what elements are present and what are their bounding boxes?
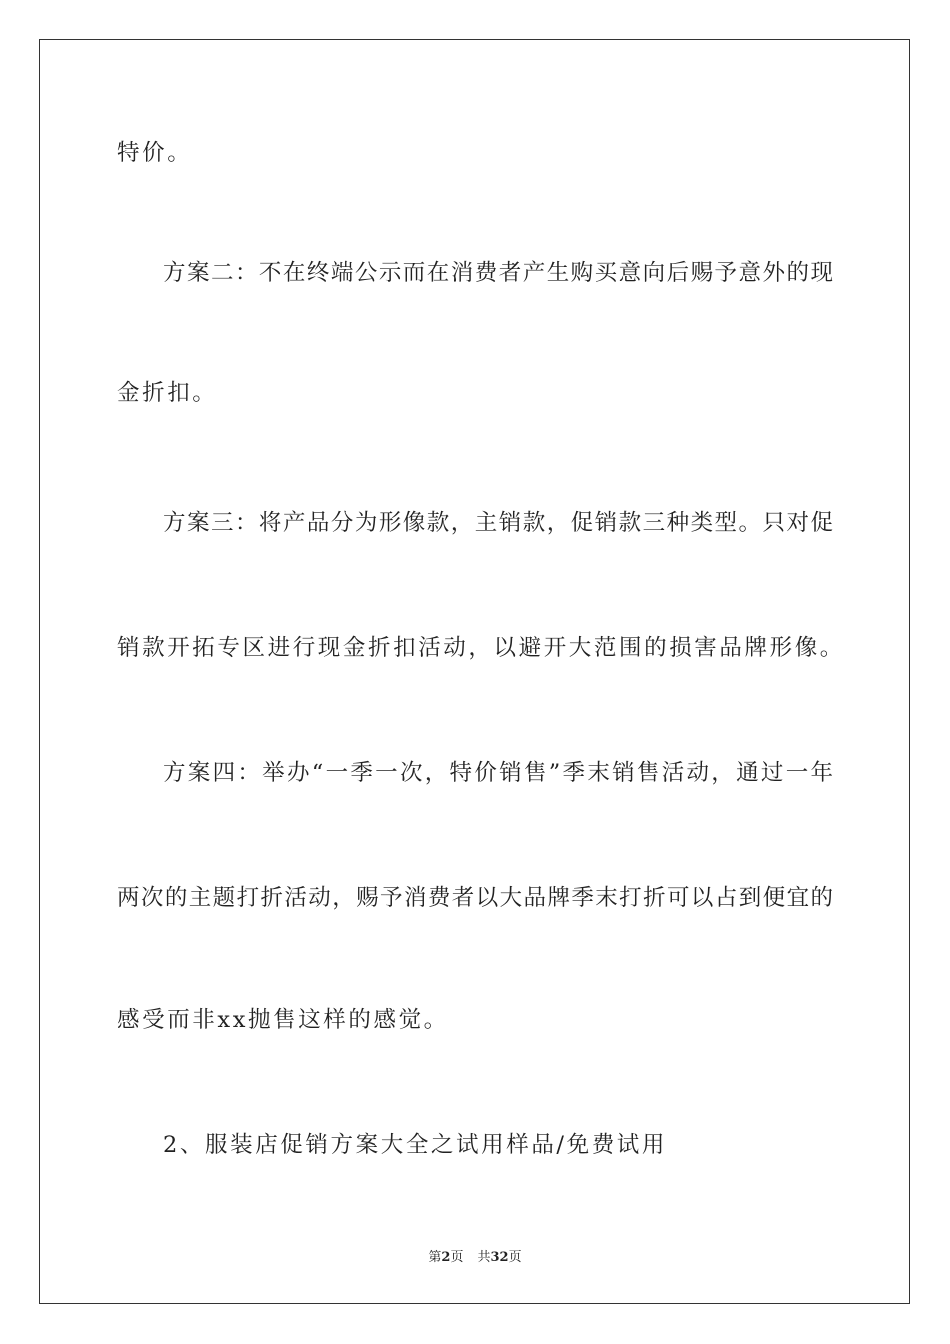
paragraph-line-5: 销款开拓专区进行现金折扣活动，以避开大范围的损害品牌形像。 — [117, 635, 845, 661]
footer-page-prefix: 第 — [428, 1250, 442, 1265]
paragraph-line-2: 方案二：不在终端公示而在消费者产生购买意向后赐予意外的现 — [163, 260, 833, 286]
paragraph-line-1: 特价。 — [117, 140, 193, 166]
paragraph-line-6: 方案四：举办“一季一次，特价销售”季末销售活动，通过一年 — [163, 760, 833, 786]
page-border — [39, 39, 910, 1304]
paragraph-line-4: 方案三：将产品分为形像款，主销款，促销款三种类型。只对促 — [163, 510, 833, 536]
footer-total-prefix: 共 — [477, 1250, 491, 1265]
footer-page-number: 2 — [441, 1250, 451, 1265]
section-heading: 2、服装店促销方案大全之试用样品/免费试用 — [163, 1132, 667, 1158]
paragraph-line-7: 两次的主题打折活动，赐予消费者以大品牌季末打折可以占到便宜的 — [117, 885, 833, 911]
footer-page-suffix: 页 — [450, 1250, 464, 1265]
footer-total-suffix: 页 — [508, 1250, 522, 1265]
paragraph-line-8: 感受而非xx抛售这样的感觉。 — [117, 1007, 449, 1033]
footer-total-pages: 32 — [490, 1250, 509, 1265]
page-footer — [0, 1246, 950, 1265]
paragraph-line-3: 金折扣。 — [117, 380, 218, 406]
